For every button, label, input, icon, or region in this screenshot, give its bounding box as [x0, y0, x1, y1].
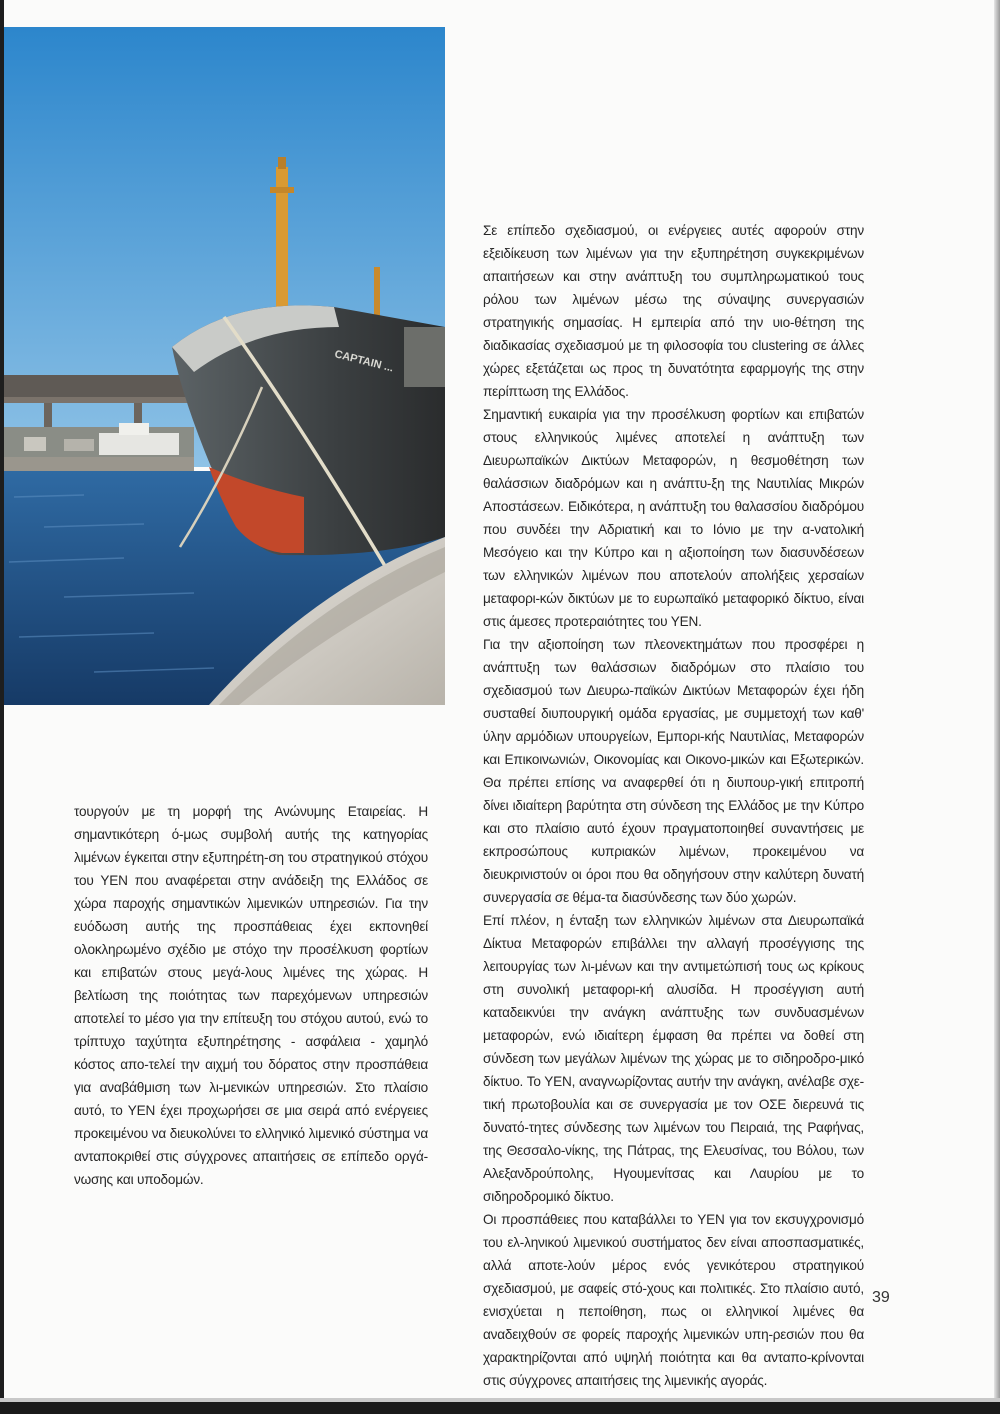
- scan-edge-right: [994, 0, 1000, 1414]
- paragraph: Σε επίπεδο σχεδιασμού, οι ενέργειες αυτές αφορούν στην εξειδίκευση των λιμένων για την εξυπηρέτηση συγκεκριμένων απαιτήσεων και στην ανάπτυξη του συμπληρωματικού τους ρόλου των λιμένων μέσω της σύναψης συνεργασιών στρατηγικής σημασίας. Η εμπειρία από την υιο-θέτηση της διαδικασίας σχεδιασμού με τη φιλοσοφία του clustering σε άλλες χώρες εξετάζεται ως προς τη δυνατότητα εφαρμογής της στην περίπτωση της Ελλάδος.: [483, 223, 864, 399]
- ship-name: CAPTAIN ...: [333, 348, 395, 375]
- paragraph: Οι προσπάθειες που καταβάλλει το ΥΕΝ για τον εκσυγχρονισμό του ελ-ληνικού λιμενικού συστήματος δεν είναι αποσπασματικές, αλλά αποτε-λούν μέρος ενός γενικότερου στρατηγικού σχεδιασμού, με σαφείς στό-χους και πολιτικές. Στο πλαίσιο αυτό, ενισχύεται η πεποίθηση, πως οι ελληνικοί λιμένες θα αναδειχθούν σε φορείς παροχής λιμενικών υπη-ρεσιών που θα χαρακτηρίζονται από υψηλή ποιότητα και θα ανταπο-κρίνονται στις σύγχρονες απαιτήσεις της λιμενικής αγοράς.: [483, 1212, 864, 1388]
- overpass: [4, 375, 204, 397]
- paragraph: Σημαντική ευκαιρία για την προσέλκυση φορτίων και επιβατών στους ελληνικούς λιμένες αποτελεί η ανάπτυξη των Διευρωπαϊκών Δικτύων Μεταφορών, η θεσμοθέτηση των θαλάσσιων διαδρόμων και η ανάπτυ-ξη της Ναυτιλίας Μικρών Αποστάσεων. Ειδικότερα, η ανάπτυξη του θαλασσίου διαδρόμου που συνδέει την Αδριατική και το Ιόνιο με την α-νατολική Μεσόγειο και την Κύπρο και η αξιοποίηση των διασυνδέσεων των ελληνικών λιμένων που αποτελούν απολήξεις χερσαίων μεταφορι-κών δικτύων με το ευρωπαϊκό μεταφορικό δίκτυο, είναι στις άμεσες προτεραιότητες του ΥΕΝ.: [483, 407, 864, 629]
- ship-photo-illustration: [4, 27, 445, 705]
- left-text-column: [74, 800, 428, 1191]
- ship-photo: [4, 27, 445, 705]
- paragraph: τουργούν με τη μορφή της Ανώνυμης Εταιρείας. Η σημαντικότερη ό-μως συμβολή αυτής της κατηγορίας λιμένων έγκειται στην εξυπηρέτη-ση του στρατηγικού στόχου του ΥΕΝ που αναφέρεται στην ανάδειξη της Ελλάδος σε χώρα παροχής σημαντικών λιμενικών υπηρεσιών. Για την ευόδωση αυτής της προσπάθειας έχει εκπονηθεί ολοκληρωμένο σχέδιο με στόχο την προσέλκυση φορτίων και επιβατών στους μεγά-λους λιμένες της χώρας. Η βελτίωση της ποιότητας των παρεχόμενων υπηρεσιών αποτελεί το μέσο για την επίτευξη του στόχου αυτού, ενώ το τρίπτυχο ταχύτητα εξυπηρέτησης - ασφάλεια - χαμηλό κόστος απο-τελεί την αιχμή του δόρατος στην προσπάθεια για αναβάθμιση των λι-μενικών υπηρεσιών. Στο πλαίσιο αυτό, το ΥΕΝ έχει προχωρήσει σε μια σειρά από ενέργειες προκειμένου να διευκολύνει το ελληνικό λιμενικό σύστημα να ανταποκριθεί στις σύγχρονες απαιτήσεις σε επίπεδο οργά-νωσης και υποδομών.: [74, 804, 428, 1187]
- bottom-edge: [0, 1402, 1000, 1414]
- paragraph: Επί πλέον, η ένταξη των ελληνικών λιμένων στα Διευρωπαϊκά Δίκτυα Μεταφορών επιβάλλει την αλλαγή προσέγγισης της λειτουργίας των λι-μένων και την αντιμετώπισή τους ως κρίκους στη συνολική μεταφορι-κή αλυσίδα. Η προσέγγιση αυτή καταδεικνύει την ανάγκη ανάπτυξης των συνδυασμένων μεταφορών, ενώ ιδιαίτερη έμφαση θα πρέπει να δοθεί στη σύνδεση των μεγάλων λιμένων της χώρας με το σιδηροδρο-μικό δίκτυο. Το ΥΕΝ, αναγνωρίζοντας αυτήν την ανάγκη, ανέλαβε σχε-τική πρωτοβουλία και σε συνεργασία με τον ΟΣΕ διερευνά τις δυνατό-τητες σύνδεσης των λιμένων του Πειραιά, της Ραφήνας, της Θεσσαλο-νίκης, της Πάτρας, της Ελευσίνας, του Βόλου, των Αλεξανδρούπολης, Ηγουμενίτσας και Λαυρίου με το σιδηροδρομικό δίκτυο.: [483, 913, 864, 1204]
- distant-ship: [99, 433, 179, 455]
- right-text-column: [483, 219, 864, 1392]
- page-number: 39: [872, 1289, 890, 1306]
- paragraph: Για την αξιοποίηση των πλεονεκτημάτων που προσφέρει η ανάπτυξη των θαλάσσιων διαδρόμων στο πλαίσιο του σχεδιασμού των Διευρω-παϊκών Δικτύων Μεταφορών έχει ήδη συσταθεί διυπουργική ομάδα εργασίας, με συμμετοχή των καθ' ύλην αρμόδιων υπουργείων, Εμπορι-κής Ναυτιλίας, Μεταφορών και Επικοινωνιών, Οικονομίας και Οικονο-μικών και Εξωτερικών. Θα πρέπει επίσης να αναφερθεί ότι η διυπουρ-γική επιτροπή δίνει ιδιαίτερη βαρύτητα στη σύνδεση της Ελλάδος με την Κύπρο και στο πλαίσιο αυτό έχουν πραγματοποιηθεί συναντήσεις με εκπροσώπους κυπριακών λιμένων, προκειμένου να διευκρινιστούν οι όροι που θα οδηγήσουν στην καλύτερη δυνατή συνεργασία σε θέμα-τα διασύνδεσης των δύο χωρών.: [483, 637, 864, 905]
